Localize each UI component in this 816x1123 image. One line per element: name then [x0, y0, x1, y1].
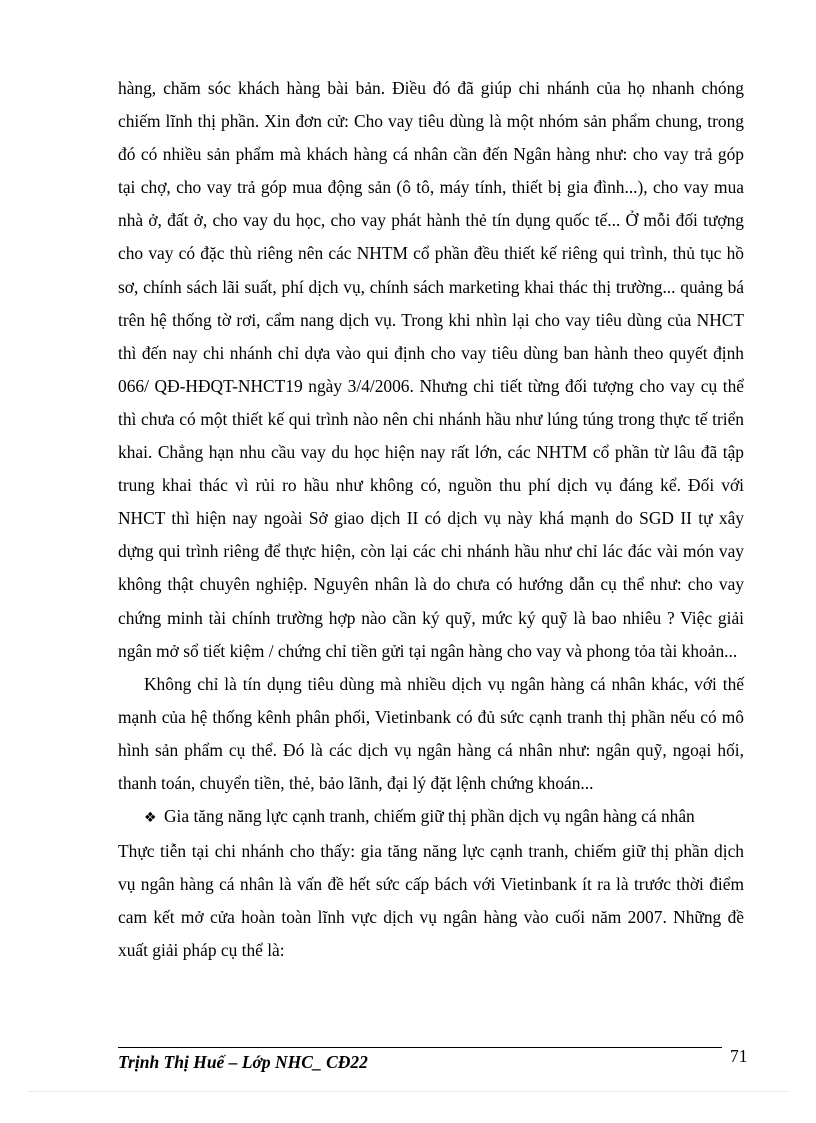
- paragraph-practical-proposals: Thực tiễn tại chi nhánh cho thấy: gia tăng năng lực cạnh tranh, chiếm giữ thị phần dịch vụ ngân hàng cá nhân là vấn đề hết sức cấp bách với Vietinbank ít ra là trước thời điểm cam kết mở cửa hoàn toàn lĩnh vực dịch vụ ngân hàng vào cuối năm 2007. Những đề xuất giải pháp cụ thể là:: [118, 841, 744, 961]
- paragraph-consumer-lending: hàng, chăm sóc khách hàng bài bản. Điều đó đã giúp chi nhánh của họ nhanh chóng chiếm lĩnh thị phần. Xin đơn cử: Cho vay tiêu dùng là một nhóm sản phẩm chung, trong đó có nhiều sản phẩm mà khách hàng cá nhân cần đến Ngân hàng như: cho vay trả góp tại chợ, cho vay trả góp mua động sản (ô tô, máy tính, thiết bị gia đình...), cho vay mua nhà ở, đất ở, cho vay du học, cho vay phát hành thẻ tín dụng quốc tế... Ở mỗi đối tượng cho vay có đặc thù riêng nên các NHTM cổ phần đều thiết kế riêng qui trình, thủ tục hồ sơ, chính sách lãi suất, phí dịch vụ, chính sách marketing khai thác thị trường... quảng bá trên hệ thống tờ rơi, cẩm nang dịch vụ. Trong khi nhìn lại cho vay tiêu dùng của NHCT thì đến nay chi nhánh chỉ dựa vào qui định cho vay tiêu dùng ban hành theo quyết định 066/ QĐ-HĐQT-NHCT19 ngày 3/4/2006. Nhưng chi tiết từng đối tượng cho vay cụ thể thì chưa có một thiết kế qui trình nào nên chi nhánh hầu như lúng túng trong thực tế triển khai. Chẳng hạn nhu cầu vay du học hiện nay rất lớn, các NHTM cổ phần từ lâu đã tập trung khai thác vì rủi ro hầu như không có, nguồn thu phí dịch vụ đáng kể. Đối với NHCT thì hiện nay ngoài Sở giao dịch II có dịch vụ này khá mạnh do SGD II tự xây dựng qui trình riêng để thực hiện, còn lại các chi nhánh hầu như chỉ lác đác vài món vay không thật chuyên nghiệp. Nguyên nhân là do chưa có hướng dẫn cụ thể như: cho vay chứng minh tài chính trường hợp nào cần ký quỹ, mức ký quỹ là bao nhiêu ? Việc giải ngân mở sổ tiết kiệm / chứng chỉ tiền gửi tại ngân hàng cho vay và phong tỏa tài khoản...: [118, 78, 744, 661]
- page-number: 71: [730, 1046, 748, 1066]
- footer-divider: [118, 1047, 722, 1048]
- footer-author: Trịnh Thị Huế – Lớp NHC_ CĐ22: [118, 1052, 368, 1072]
- document-body: [118, 72, 744, 968]
- bullet-heading-text: Gia tăng năng lực cạnh tranh, chiếm giữ thị phần dịch vụ ngân hàng cá nhân: [164, 806, 695, 827]
- diamond-bullet-icon: ❖: [144, 810, 157, 827]
- page-bottom-edge: [28, 1091, 788, 1092]
- paragraph-personal-banking-services: Không chỉ là tín dụng tiêu dùng mà nhiều dịch vụ ngân hàng cá nhân khác, với thế mạnh của hệ thống kênh phân phối, Vietinbank có đủ sức cạnh tranh thị phần nếu có mô hình sản phẩm cụ thể. Đó là các dịch vụ ngân hàng cá nhân như: ngân quỹ, ngoại hối, thanh toán, chuyển tiền, thẻ, bảo lãnh, đại lý đặt lệnh chứng khoán...: [118, 673, 744, 793]
- bullet-heading-competitiveness: [118, 800, 744, 835]
